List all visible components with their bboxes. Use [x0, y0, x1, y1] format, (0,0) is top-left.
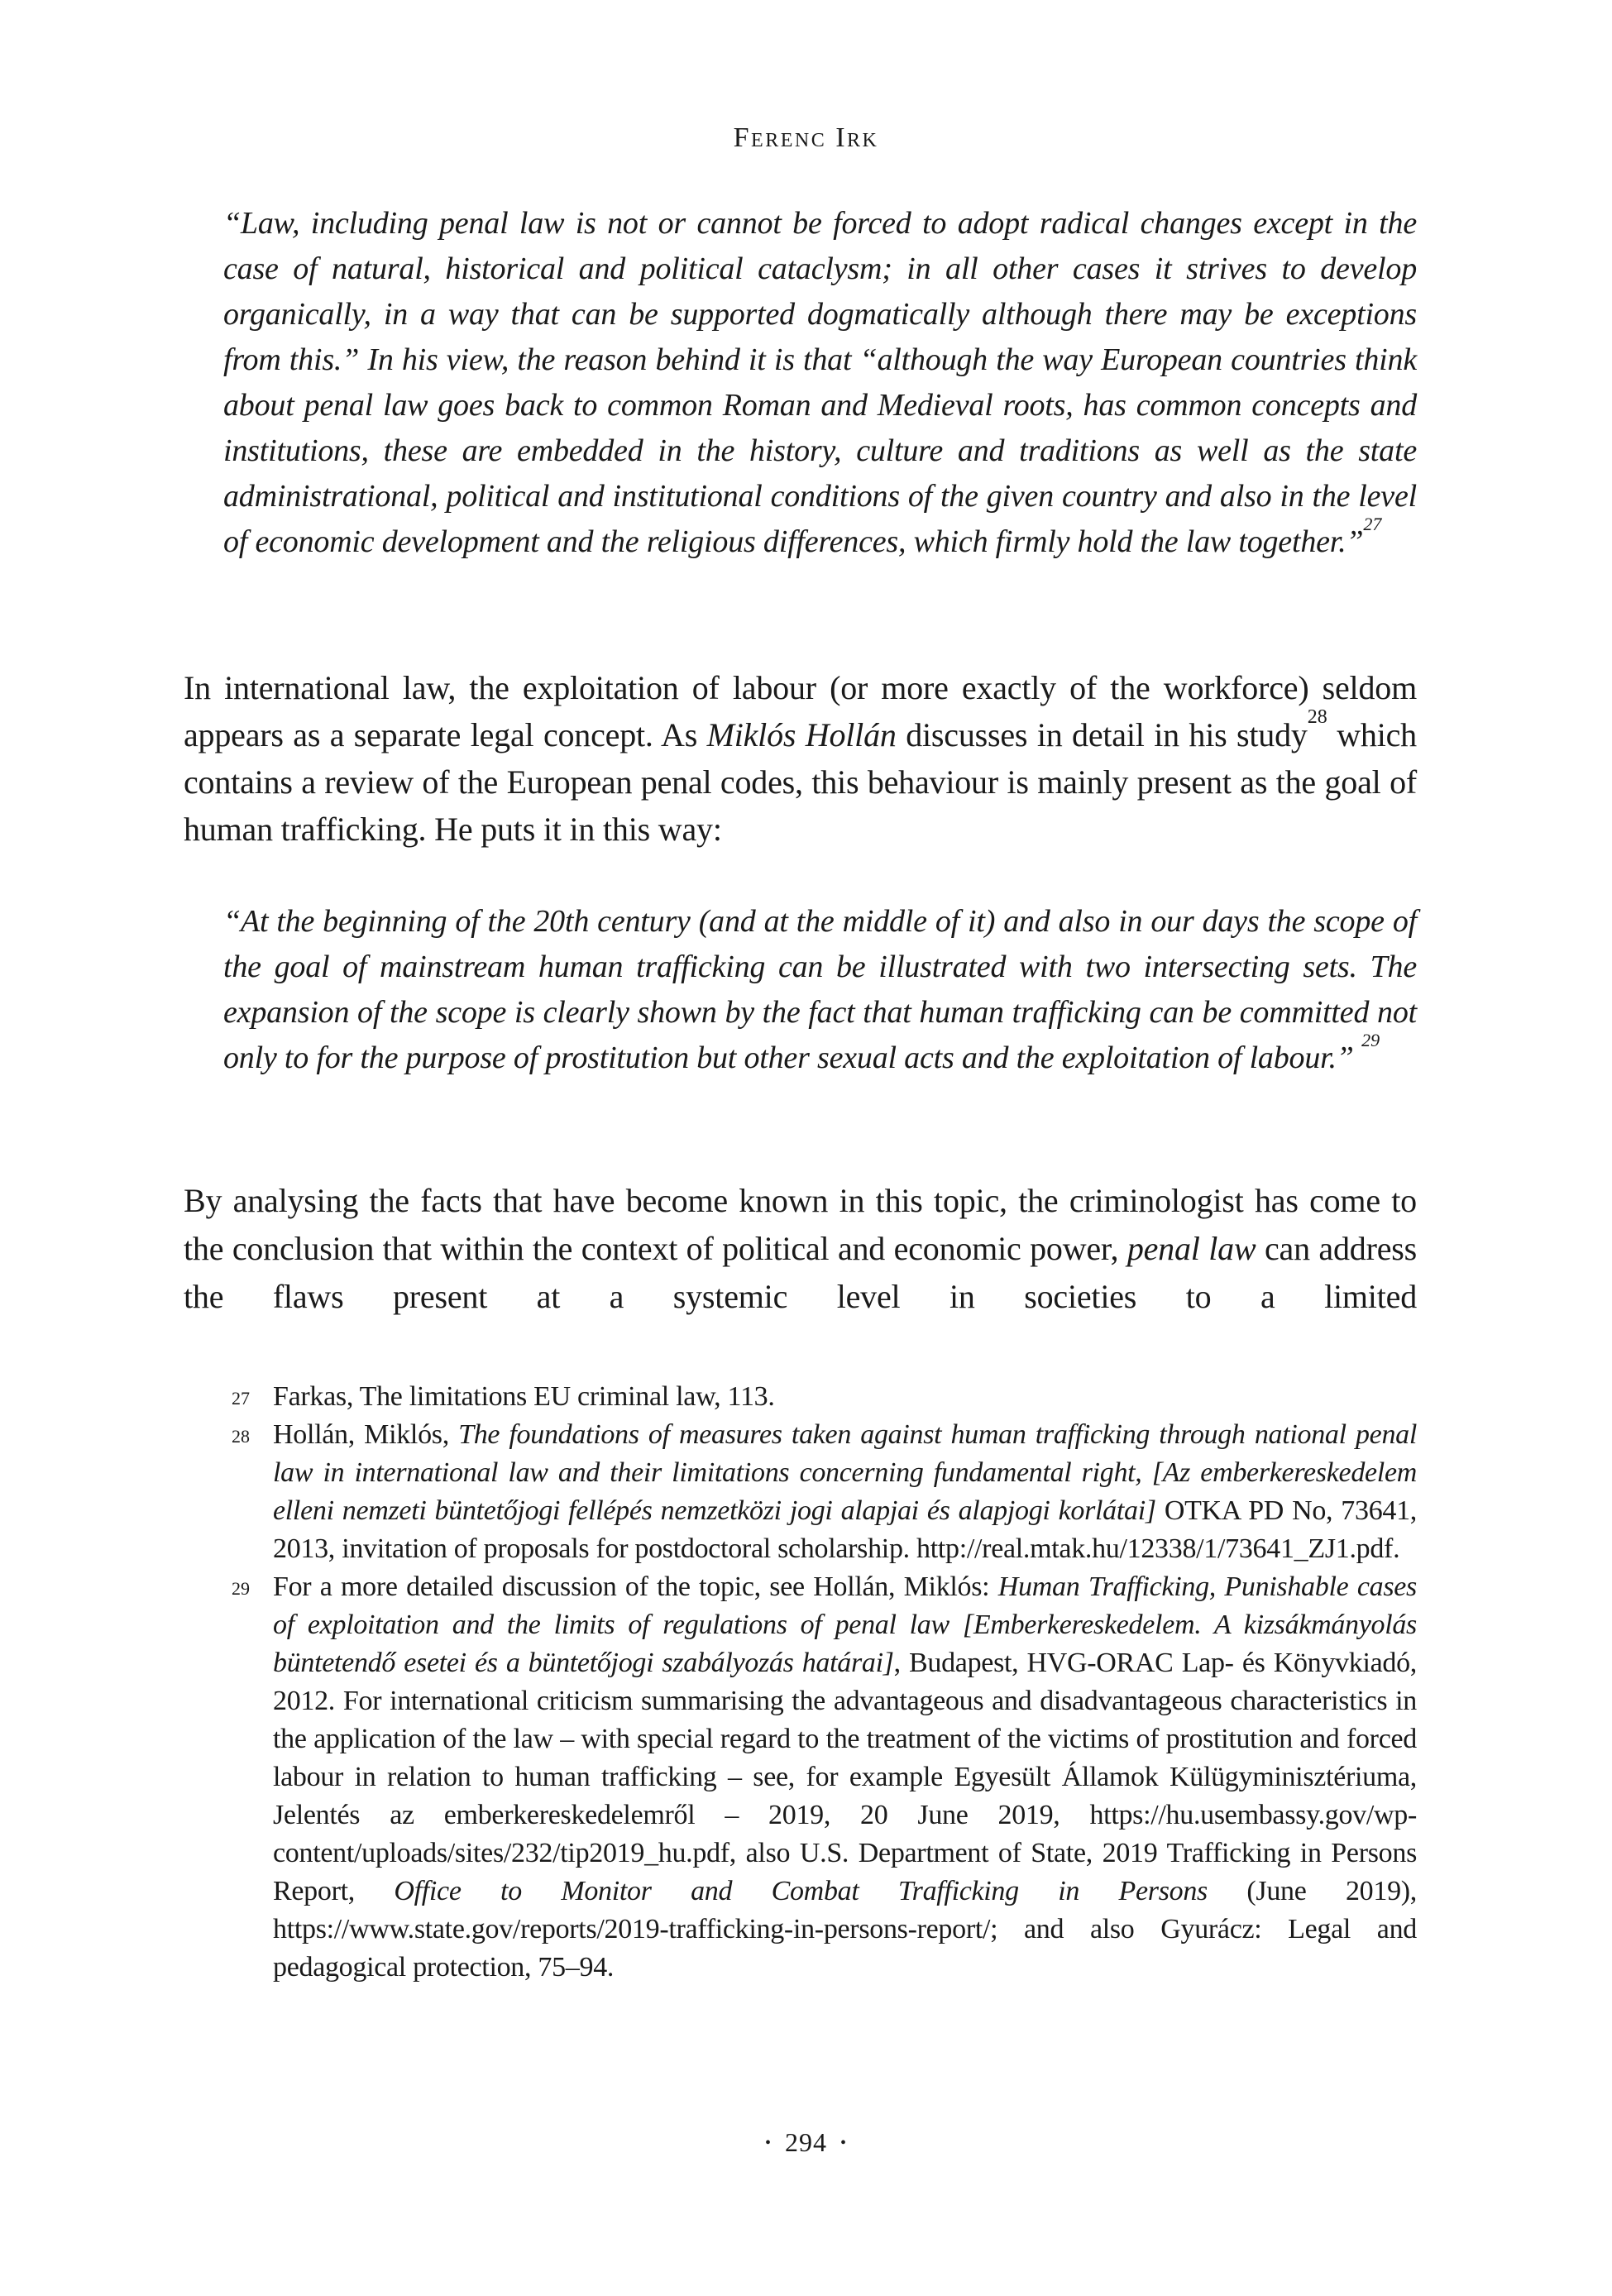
page-number-value: 294	[785, 2127, 827, 2157]
footnote-28-text: OTKA PD No, 73641, 2013, invitation of proposals for postdoctoral scholarship. http://real.mtak.hu/12338/1/73641_ZJ1.pdf.	[273, 1495, 1417, 1564]
footnote-28-text: Hollán, Miklós,	[273, 1419, 459, 1450]
quote-2-text: “At the beginning of the 20th century (and at the middle of it) and also in our days the scope of the goal of mainstream human trafficking can be illustrated with two intersecting sets. The expansion of the scope is clearly shown by the fact that human trafficking can be committed not only to for the purpose of prostitution but other sexual acts and the exploitation of labour.”	[223, 904, 1417, 1075]
footnote-29-text: (June 2019), https://www.state.gov/reports/2019-trafficking-in-persons-report/; and also Gyurácz: Legal and pedagogical protection, 75–94.	[273, 1876, 1417, 1983]
paragraph-1	[184, 664, 1417, 853]
footnote-number-27: 27	[232, 1388, 250, 1409]
bullet-icon: •	[840, 2134, 848, 2152]
running-head-author: Ferenc Irk	[733, 122, 879, 153]
quote-1-text: “Law, including penal law is not or cannot be forced to adopt radical changes except in the case of natural, historical and political cataclysm; in all other cases it strives to develop organically, in a way that can be supported dogmatically although there may be exceptions from this.” In his view, the reason behind it is that “although the way European countries think about penal law goes back to common Roman and Medieval roots, has common concepts and institutions, these are embedded in the history, culture and traditions as well as the state administrational, political and institutional conditions of the given country and also in the level of economic development and the religious differences, which firmly hold the law together.”	[223, 206, 1417, 559]
footnote-29-text: , Budapest, HVG-ORAC Lap- és Könyvkiadó, 2012. For international criticism summarising the advantageous and disadvantageous characteristics in the application of the law – with special regard to the treatment of the victims of prostitution and forced labour in relation to human trafficking – see, for example Egyesült Államok Külügyminisztériuma, Jelentés az emberkereskedelemről – 2019, 20 June 2019, https://hu.usembassy.gov/wp-content/uploads/sites/232/tip2019_hu.pdf, also U.S. Department of State, 2019 Trafficking in Persons Report,	[273, 1648, 1417, 1906]
paragraph-2	[184, 1177, 1417, 1321]
paragraph-2-text: can address the flaws present at a systemic level in societies to a limited	[184, 1230, 1417, 1315]
footnote-ref-29: 29	[1361, 1030, 1380, 1051]
footnote-number-28: 28	[232, 1426, 250, 1447]
footnote-29-text: For a more detailed discussion of the topic, see Hollán, Miklós:	[273, 1571, 998, 1602]
footnote-28-title-italic: The foundations of measures taken against human trafficking through national penal law in international law and their limitations concerning fundamental right, [Az emberkereskedelem elleni nemzeti büntetőjogi fellépés nemzetközi jogi alapjai és alapjogi korlátai]	[273, 1419, 1418, 1526]
bullet-icon: •	[764, 2134, 772, 2152]
footnote-number-29: 29	[232, 1578, 250, 1599]
footnote-29-title-italic: Human Trafficking, Punishable cases of exploitation and the limits of regulations of penal law [Emberkereskedelem. A kizsákmányolás büntetendő esetei és a büntetőjogi szabályozás határai]	[273, 1571, 1417, 1678]
paragraph-1-text: discusses in detail in his study	[896, 716, 1308, 753]
paragraph-1-text: which contains a review of the European penal codes, this behaviour is mainly present as the goal of human trafficking. He puts it in this way:	[184, 716, 1417, 848]
block-quote-1	[223, 201, 1417, 565]
author-name-italic: Miklós Hollán	[706, 716, 897, 753]
page-number	[0, 2127, 1612, 2158]
block-quote-2	[223, 899, 1417, 1081]
footnote-29	[184, 1568, 1417, 1987]
footnote-29-office-italic: Office to Monitor and Combat Trafficking in Persons	[394, 1876, 1208, 1906]
paragraph-1-text: In international law, the exploitation of labour (or more exactly of the workforce) seldom appears as a separate legal concept. As	[184, 669, 1417, 753]
footnote-ref-28: 28	[1307, 706, 1327, 729]
paragraph-2-text: By analysing the facts that have become known in this topic, the criminologist has come to the conclusion that within the context of political and economic power,	[184, 1182, 1417, 1267]
footnote-28	[184, 1416, 1417, 1568]
footnote-27-text: Farkas, The limitations EU criminal law, 113.	[273, 1381, 775, 1412]
penal-law-italic: penal law	[1126, 1230, 1256, 1267]
footnote-27	[184, 1378, 1417, 1416]
footnote-ref-27: 27	[1363, 514, 1382, 535]
footnotes-section	[184, 1378, 1417, 1987]
